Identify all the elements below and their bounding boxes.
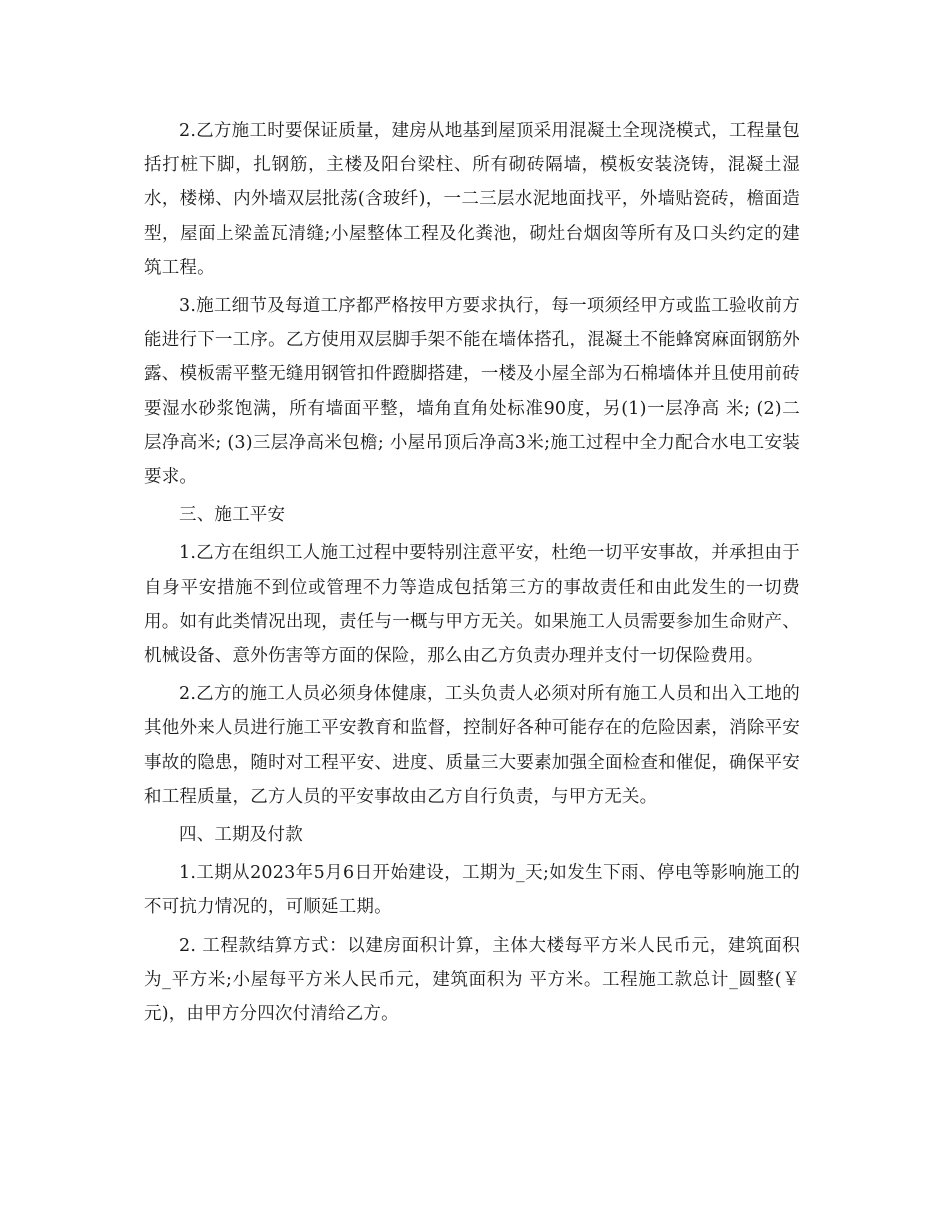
schedule-clause-1: 1.工期从2023年5月6日开始建设，工期为_天;如发生下雨、停电等影响施工的不可抗力情况的，可顺延工期。 [144,863,800,918]
safety-clause-1: 1.乙方在组织工人施工过程中要特别注意平安，杜绝一切平安事故，并承担由于自身平安措施不到位或管理不力等造成包括第三方的事故责任和由此发生的一切费用。如有此类情况出现，责任与一概与甲方无关。如果施工人员需要参加生命财产、机械设备、意外伤害等方面的保险，那么由乙方负责办理并支付一切保险费用。 [144,543,800,667]
section-heading-safety: 三、施工平安 [179,505,286,526]
section-heading-schedule-payment: 四、工期及付款 [179,825,303,846]
document-body [144,114,800,1035]
safety-clause-2: 2.乙方的施工人员必须身体健康，工头负责人必须对所有施工人员和出入工地的其他外来人员进行施工平安教育和监督，控制好各种可能存在的危险因素，消除平安事故的隐患，随时对工程平安、进度、质量三大要素加强全面检查和催促，确保平安和工程质量，乙方人员的平安事故由乙方自行负责，与甲方无关。 [144,684,800,807]
payment-clause-2: 2. 工程款结算方式：以建房面积计算，主体大楼每平方米人民币元，建筑面积为_平方米;小屋每平方米人民币元，建筑面积为 平方米。工程施工款总计_圆整(￥ 元)，由甲方分四次付清给乙方。 [144,935,800,1025]
clause-2-quality: 2.乙方施工时要保证质量，建房从地基到屋顶采用混凝土全现浇模式，工程量包括打桩下脚，扎钢筋，主楼及阳台梁柱、所有砌砖隔墙，模板安装浇铸，混凝土湿水，楼梯、内外墙双层批荡(含玻纤)，一二三层水泥地面找平，外墙贴瓷砖，檐面造型，屋面上梁盖瓦清缝;小屋整体工程及化粪池，砌灶台烟囱等所有及口头约定的建筑工程。 [144,121,800,278]
clause-3-construction-details: 3.施工细节及每道工序都严格按甲方要求执行，每一项须经甲方或监工验收前方能进行下一工序。乙方使用双层脚手架不能在墙体搭孔，混凝土不能蜂窝麻面钢筋外露、模板需平整无缝用钢管扣件蹬脚搭建，一楼及小屋全部为石棉墙体并且使用前砖要湿水砂浆饱满，所有墙面平整，墙角直角处标准90度，另(1)一层净高 米; (2)二层净高米; (3)三层净高米包檐; 小屋吊顶后净高3米;施工过程中全力配合水电工安装要求。 [144,296,800,488]
